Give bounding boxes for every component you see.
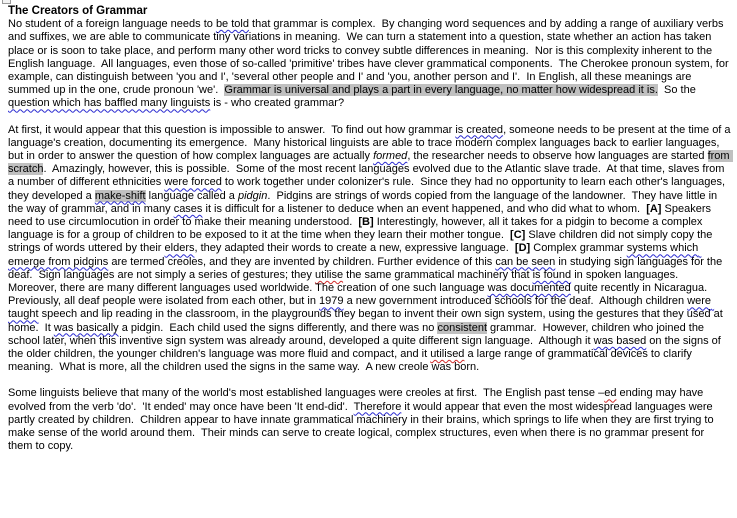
text-segment: ending may have evolved from the verb 'do'. 'It ended' may once have been 'It end-did'.	[8, 387, 707, 413]
text-segment: are termed creoles, and they are invented by children. Further evidence of this	[108, 255, 496, 268]
grammar-flagged-segment: was documented	[487, 282, 571, 295]
grammar-flagged-segment: Therefore	[353, 400, 402, 413]
grammar-flagged-segment: formed	[373, 150, 408, 163]
text-segment: , they adapted their words to create a new, expressive language.	[194, 242, 515, 255]
grammar-flagged-segment: elders	[164, 242, 195, 255]
grammar-flagged-segment: were forced	[164, 176, 222, 189]
insertion-marker: [D]	[514, 242, 531, 255]
grammar-flagged-segment: was basically	[53, 321, 119, 334]
highlighted-segment: Grammar is universal and plays a part in every language, no matter how widespread it is.	[224, 84, 658, 97]
grammar-flagged-segment: 1979	[319, 295, 344, 308]
spelling-flagged-segment: ed	[604, 387, 617, 400]
passage	[8, 18, 734, 453]
text-segment: the same grammatical machinery that	[343, 268, 533, 281]
text-segment: it is difficult for a listener to deduce when an event happened, and who did what to whom.	[202, 202, 647, 215]
text-segment: Speakers need to use circumlocution in order to make their meaning understood.	[8, 202, 715, 229]
spelling-flagged-segment: utilise	[314, 268, 344, 281]
text-segment: At first, it would appear that this question is impossible to answer. To find out how grammar	[8, 123, 456, 136]
insertion-marker: [A]	[646, 202, 662, 215]
text-segment: language called a	[145, 189, 238, 202]
text-segment: Interestingly, however, all it takes for a pidgin to become a complex language is for a group of children to be exposed to it at the time when they learn their mother tongue.	[8, 216, 706, 242]
text-segment: Some linguists believe that many of the world's most established languages were creoles at first. The English past tense –	[8, 387, 605, 400]
text-segment: a new government introduced schools for the deaf. Although children	[343, 295, 688, 308]
document-title: The Creators of Grammar	[8, 5, 148, 17]
passage-paragraph	[8, 387, 731, 453]
text-segment: grammar. However, children who joined the school later, when this inventive sign system was already around, developed a quite different sign language. Although it	[8, 321, 708, 347]
cropped-ui-fragment	[2, 0, 11, 4]
grammar-flagged-segment: cases	[173, 202, 203, 215]
passage-paragraph	[8, 18, 731, 110]
grammar-flagged-segment: is created	[455, 123, 504, 136]
grammar-flagged-segment: be told	[215, 18, 249, 31]
text-segment: in studying sign languages for the deaf. Sign languages are not simply a series of gestures; they	[8, 255, 726, 281]
grammar-flagged-segment: systems which emerge from pidgins	[8, 242, 702, 268]
text-segment: that grammar is complex. By changing word sequences and by adding a range of auxiliary verbs and suffixes, we are able to communicate tiny variations in meaning. We can turn a statement into a question, state whether an action has taken place or is soon to take place, and perform many other word tricks to convey subtle differences in meaning. Nor is this complexity inherent to the English language. All languages, even those of so-called 'primitive' tribes have clever grammatical components. The Cherokee pronoun system, for example, can distinguish between 'you and I', 'several other people and I' and 'you, another person and I'. In English, all these meanings are summed up in the one, crude pronoun 'we'.	[8, 18, 732, 97]
text-segment: pidgin	[237, 189, 268, 202]
insertion-marker: [C]	[510, 229, 526, 242]
grammar-flagged-segment: question which has baffled many linguists	[8, 97, 211, 110]
text-segment: No student of a foreign language needs to	[8, 18, 216, 31]
text-segment: it would appear that even the most widespread languages were partly created by children. Children appear to have innate grammatical machinery in their brains, which springs to life when they are first trying to make sense of the world around them. Their minds can serve to create logical, complex structures, even when there is no grammar present for them to copy.	[8, 400, 717, 453]
text-segment: So the	[657, 84, 699, 97]
spelling-flagged-segment: utilised	[430, 348, 465, 361]
text-segment: speech and lip reading in the classroom, in the playgrounds they began to invent their own sign system, using the gestures that they used at home. It	[8, 308, 726, 334]
grammar-flagged-segment: is found	[532, 268, 572, 281]
text-segment: a large range of grammatical devices to clarify meaning. What is more, all the children used the signs in the same way. A new creole was born.	[8, 348, 695, 374]
grammar-flagged-segment: were taught	[8, 295, 715, 321]
text-segment: , the researcher needs to observe how languages are started	[407, 150, 708, 163]
text-segment: Complex grammar	[530, 242, 627, 255]
passage-paragraph	[8, 123, 734, 375]
highlighted-segment: from scratch	[8, 150, 733, 176]
grammar-flagged-segment: can be seen	[495, 255, 556, 268]
text-segment: . Pidgins are strings of words copied from the language of the landowner. They have little in the way of grammar, and in many	[8, 189, 721, 215]
text-segment: in spoken languages. Moreover, there are many different languages used worldwide. The creation of one such language	[8, 268, 685, 295]
grammar-flagged-segment: was based	[593, 334, 647, 347]
text-segment: Slave children did not simply copy the strings of words uttered by their	[8, 229, 716, 255]
text-segment: . Amazingly, however, this is possible. Some of the most recent languages evolved due to the Atlantic slave trade. At that time, slaves from a number of different ethnicities	[8, 163, 728, 189]
text-segment: , someone needs to be present at the time of a language's creation, documenting its emergence. Many historical linguists are able to trace modern complex languages back to earlier languages, but in order to answer the question of how complex languages are actually	[8, 123, 734, 163]
text-segment: a pidgin. Each child used the signs differently, and there was no	[118, 321, 438, 334]
text-segment: to work together under colonizer's rule. Since they had no opportunity to learn each other's languages, they developed a	[8, 176, 729, 202]
text-segment: on the signs of the older children, the younger children's language was more fluid and compact, and it	[8, 334, 724, 361]
text-segment: is - who created grammar?	[210, 97, 345, 110]
highlighted-segment: consistent	[437, 321, 487, 334]
insertion-marker: [B]	[358, 216, 374, 229]
grammar-flagged-segment: make-shift	[94, 189, 146, 202]
text-segment: quite recently in Nicaragua. Previously, all deaf people were isolated from each other, but in	[8, 282, 711, 308]
